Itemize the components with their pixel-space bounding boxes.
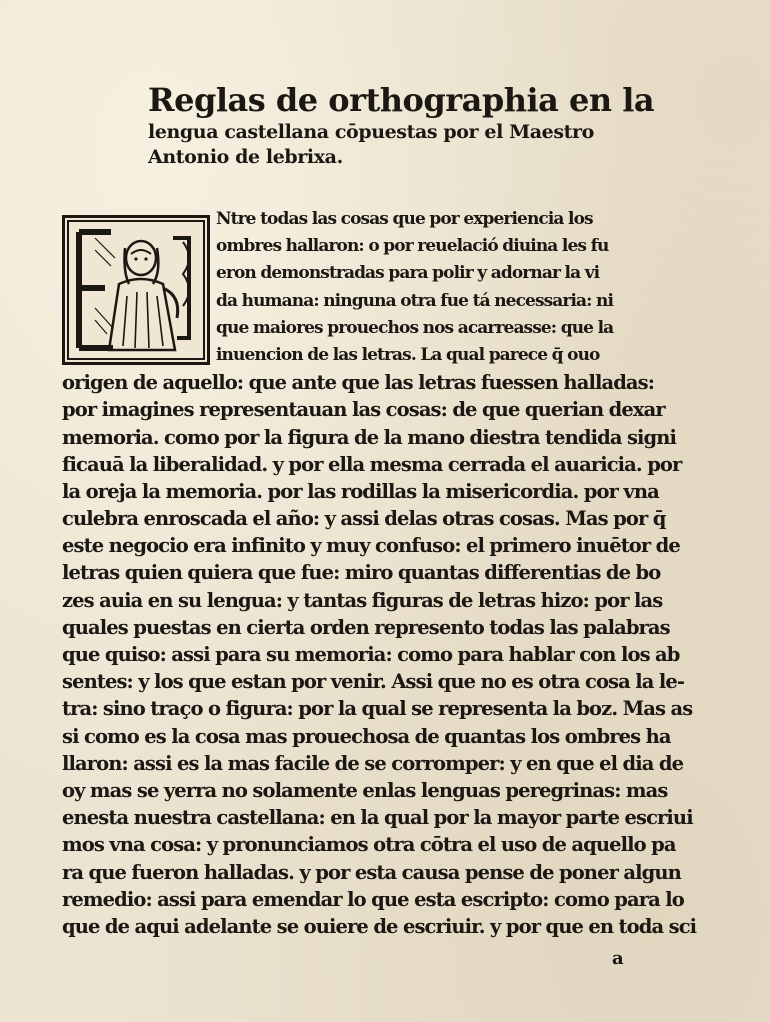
text-line: sentes: y los que estan por venir. Assi que no es otra cosa la le- (62, 670, 685, 694)
text-line: oy mas se yerra no solamente enlas lenguas peregrinas: mas (62, 778, 668, 802)
body-paragraph (62, 206, 698, 940)
text-line: origen de aquello: que ante que las letras fuessen halladas: (62, 371, 655, 395)
text-line: ficauā la liberalidad. y por ella mesma cerrada el auaricia. por (62, 452, 682, 476)
text-line: mos vna cosa: y pronunciamos otra cōtra el uso de aquello pa (62, 833, 676, 857)
text-line: la oreja la memoria. por las rodillas la misericordia. por vna (62, 479, 659, 503)
title-line-1: Reglas de orthographia en la (148, 81, 655, 119)
text-line: eron demonstradas para polir y adornar la vi (216, 263, 600, 284)
title-line-2: lengua castellana cōpuestas por el Maestro (148, 121, 594, 143)
text-line: que maiores prouechos nos acarreasse: que la (216, 317, 614, 338)
text-line: que quiso: assi para su memoria: como para hablar con los ab (62, 643, 680, 666)
text-line: por imagines representauan las cosas: de que querian dexar (62, 398, 665, 422)
text-line: Ntre todas las cosas que por experiencia los (216, 209, 593, 229)
text-line: quales puestas en cierta orden represento todas las palabras (62, 615, 670, 639)
text-line: letras quien quiera que fue: miro quantas differentias de bo (62, 561, 661, 585)
text-line: culebra enroscada el año: y assi delas otras cosas. Mas por q̄ (62, 507, 666, 531)
text-line: memoria. como por la figura de la mano diestra tendida signi (62, 425, 677, 449)
text-line: da humana: ninguna otra fue tá necessaria: ni (216, 290, 614, 311)
text-line: si como es la cosa mas prouechosa de quantas los ombres ha (62, 724, 671, 748)
text-line: ra que fueron halladas. y por esta causa pense de poner algun (62, 860, 681, 884)
text-line: inuencion de las letras. La qual parece q̄ ouo (216, 344, 600, 365)
signature-mark: a (612, 948, 624, 969)
page-title (148, 80, 655, 170)
text-line: tra: sino traço o figura: por la qual se representa la boz. Mas as (62, 697, 693, 721)
text-line: llaron: assi es la mas facile de se corromper: y en que el dia de (62, 751, 684, 775)
text-line: este negocio era infinito y muy confuso: el primero inuētor de (62, 534, 680, 558)
text-line: zes auia en su lengua: y tantas figuras de letras hizo: por las (62, 588, 663, 612)
text-line: remedio: assi para emendar lo que esta escripto: como para lo (62, 887, 684, 911)
text-line: ombres hallaron: o por reuelació diuina les fu (216, 236, 609, 257)
title-line-3: Antonio de lebrixa. (148, 146, 343, 168)
text-line: que de aqui adelante se ouiere de escriuir. y por que en toda sci (62, 914, 697, 938)
text-line: enesta nuestra castellana: en la qual por la mayor parte escriui (62, 806, 693, 830)
